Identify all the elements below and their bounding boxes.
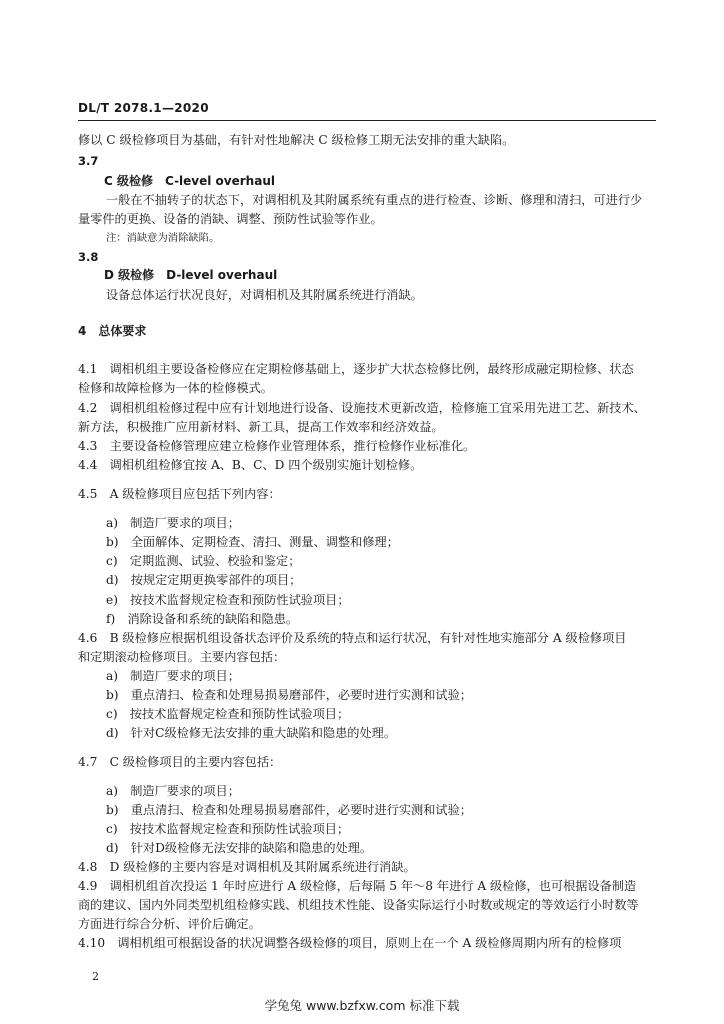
- list-item: a) 制造厂要求的项目；: [106, 784, 240, 798]
- clause-4-9-cont: 商的建议、国内外同类型机组检修实践、机组技术性能、设备实际运行小时数或规定的等效运行小时数等: [78, 898, 639, 912]
- list-item: a) 制造厂要求的项目；: [106, 516, 240, 530]
- clause-4-3: 4.3 主要设备检修管理应建立检修作业管理体系，推行检修作业标准化。: [78, 439, 476, 453]
- list-item: d) 针对C级检修无法安排的重大缺陷和隐患的处理。: [106, 726, 397, 740]
- header-rule: [78, 120, 656, 121]
- clause-4-9: 4.9 调相机组首次投运 1 年时应进行 A 级检修，后每隔 5 年～8 年进行 A 级检修，也可根据设备制造: [78, 879, 637, 893]
- clause-4-10: 4.10 调相机组可根据设备的状况调整各级检修的项目，原则上在一个 A 级检修周期内所有的检修项: [78, 936, 622, 950]
- list-item: b) 全面解体、定期检查、清扫、测量、调整和修理；: [106, 535, 399, 549]
- definition-line: 一般在不抽转子的状态下，对调相机及其附属系统有重点的进行检查、诊断、修理和清扫，可进行少: [106, 193, 643, 207]
- list-item: b) 重点清扫、检查和处理易损易磨部件，必要时进行实测和试验；: [106, 688, 472, 702]
- clause-4-2: 4.2 调相机组检修过程中应有计划地进行设备、设施技术更新改造，检修施工宜采用先进工艺、新技术、: [78, 401, 646, 415]
- page-number: 2: [92, 970, 99, 983]
- clause-4-1: 4.1 调相机组主要设备检修应在定期检修基础上，逐步扩大状态检修比例，最终形成融定期检修、状态: [78, 362, 634, 376]
- list-item: c) 按技术监督规定检查和预防性试验项目；: [106, 707, 350, 721]
- definition-line: 量零件的更换、设备的消缺、调整、预防性试验等作业。: [78, 212, 383, 226]
- clause-4-7: 4.7 C 级检修项目的主要内容包括：: [78, 755, 282, 769]
- clause-4-8: 4.8 D 级检修的主要内容是对调相机及其附属系统进行消缺。: [78, 860, 416, 874]
- list-item: b) 重点清扫、检查和处理易损易磨部件，必要时进行实测和试验；: [106, 803, 472, 817]
- clause-4-9-cont: 方面进行综合分析、评价后确定。: [78, 917, 261, 931]
- list-item: f) 消除设备和系统的缺陷和隐患。: [106, 612, 299, 626]
- list-item: e) 按技术监督规定检查和预防性试验项目；: [106, 593, 350, 607]
- clause-4-5: 4.5 A 级检修项目应包括下列内容：: [78, 487, 281, 501]
- clause-4-1-cont: 检修和故障检修为一体的检修模式。: [78, 381, 273, 395]
- list-item: d) 按规定定期更换零部件的项目；: [106, 573, 302, 587]
- term-c-level-overhaul: C 级检修 C-level overhaul: [104, 174, 275, 188]
- list-item: a) 制造厂要求的项目；: [106, 669, 240, 683]
- paragraph-line: 修以 C 级检修项目为基础，有针对性地解决 C 级检修工期无法安排的重大缺陷。: [78, 133, 515, 147]
- clause-number-3-8: 3.8: [78, 250, 99, 264]
- clause-4-2-cont: 新方法，积极推广应用新材料、新工具，提高工作效率和经济效益。: [78, 420, 444, 434]
- standard-code-header: DL/T 2078.1—2020: [78, 101, 209, 115]
- list-item: c) 定期监测、试验、校验和鉴定；: [106, 554, 301, 568]
- clause-4-4: 4.4 调相机组检修宜按 A、B、C、D 四个级别实施计划检修。: [78, 458, 423, 472]
- clause-4-6-cont: 和定期滚动检修项目。主要内容包括：: [78, 650, 286, 664]
- term-d-level-overhaul: D 级检修 D-level overhaul: [104, 268, 278, 282]
- watermark-footer: 学兔兔 www.bzfxw.com 标准下载: [264, 998, 460, 1013]
- definition-line: 设备总体运行状况良好，对调相机及其附属系统进行消缺。: [106, 288, 423, 302]
- list-item: c) 按技术监督规定检查和预防性试验项目；: [106, 822, 350, 836]
- note-line: 注：消缺意为消除缺陷。: [106, 232, 220, 244]
- clause-number-3-7: 3.7: [78, 154, 99, 168]
- section-title-4: 4 总体要求: [78, 324, 147, 338]
- clause-4-6: 4.6 B 级检修应根据机组设备状态评价及系统的特点和运行状况，有针对性地实施部分 A 级检修项目: [78, 631, 627, 645]
- list-item: d) 针对D级检修无法安排的缺陷和隐患的处理。: [106, 841, 373, 855]
